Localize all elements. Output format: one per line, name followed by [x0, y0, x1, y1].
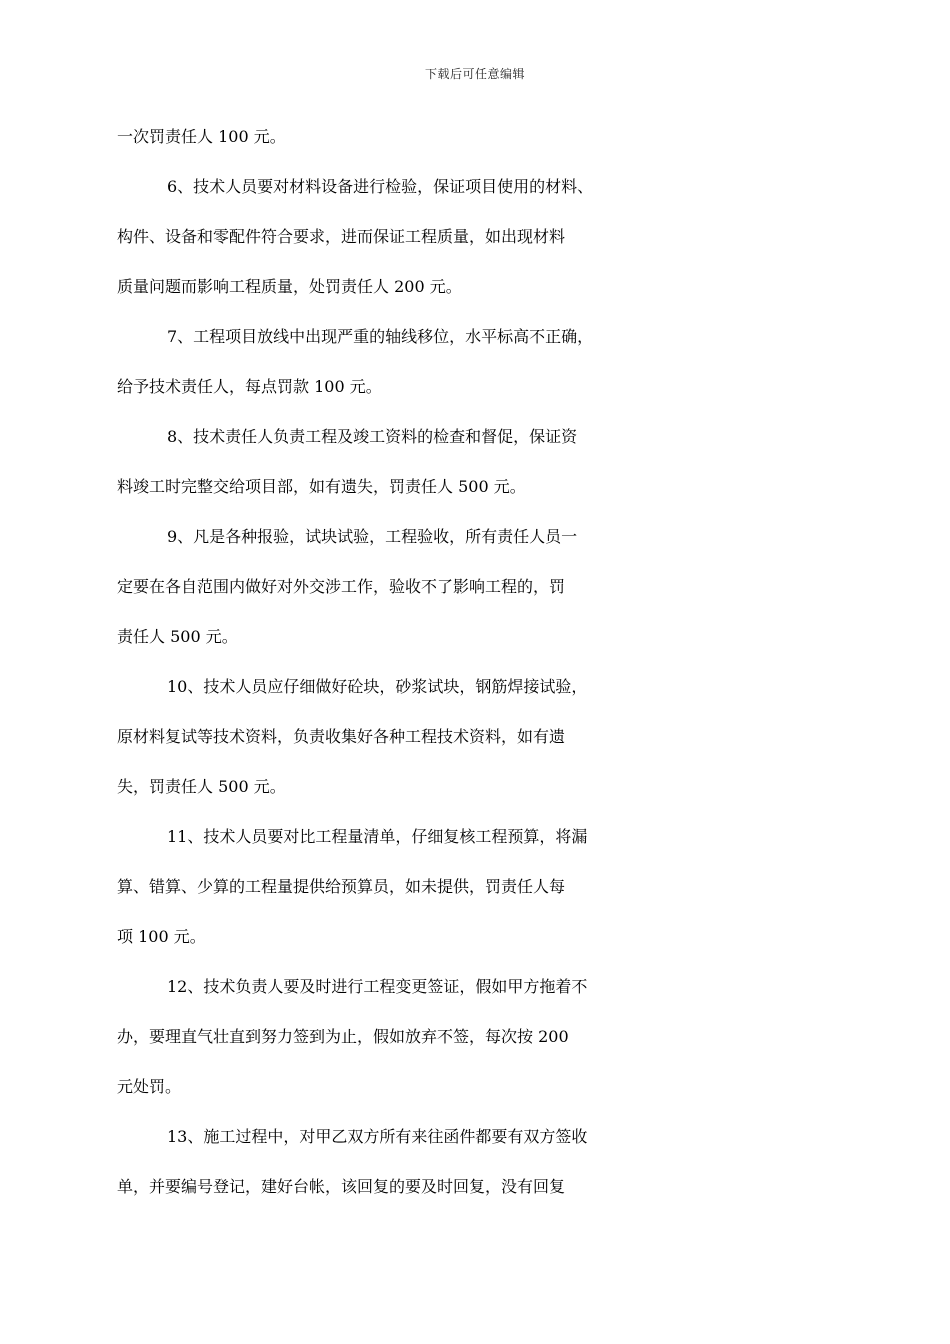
text-line: 失，罚责任人 500 元。 — [117, 777, 286, 796]
text-line: 8、技术责任人负责工程及竣工资料的检查和督促，保证资 — [167, 427, 578, 446]
document-body — [117, 124, 835, 1224]
text-line: 构件、设备和零配件符合要求，进而保证工程质量，如出现材料 — [117, 227, 566, 246]
text-line: 6、技术人员要对材料设备进行检验，保证项目使用的材料、 — [167, 177, 594, 196]
text-line: 7、工程项目放线中出现严重的轴线移位，水平标高不正确， — [167, 327, 594, 346]
text-line: 料竣工时完整交给项目部，如有遗失，罚责任人 500 元。 — [117, 477, 526, 496]
text-line: 单，并要编号登记，建好台帐，该回复的要及时回复，没有回复 — [117, 1177, 566, 1196]
page-header: 下载后可任意编辑 — [424, 67, 525, 81]
text-line: 元处罚。 — [117, 1077, 182, 1096]
text-line: 9、凡是各种报验，试块试验，工程验收，所有责任人员一 — [167, 527, 578, 546]
text-line: 定要在各自范围内做好对外交涉工作，验收不了影响工程的，罚 — [117, 577, 566, 596]
text-line: 12、技术负责人要及时进行工程变更签证，假如甲方拖着不 — [167, 977, 588, 996]
text-line: 办，要理直气壮直到努力签到为止，假如放弃不签，每次按 200 — [117, 1027, 569, 1046]
text-line: 原材料复试等技术资料，负责收集好各种工程技术资料，如有遗 — [117, 727, 566, 746]
text-line: 项 100 元。 — [117, 927, 206, 946]
text-line: 责任人 500 元。 — [117, 627, 238, 646]
text-line: 质量问题而影响工程质量，处罚责任人 200 元。 — [117, 277, 462, 296]
text-line: 算、错算、少算的工程量提供给预算员，如未提供，罚责任人每 — [117, 877, 566, 896]
text-line: 10、技术人员应仔细做好砼块，砂浆试块，钢筋焊接试验， — [167, 677, 588, 696]
text-line: 给予技术责任人，每点罚款 100 元。 — [117, 377, 382, 396]
text-line: 13、施工过程中，对甲乙双方所有来往函件都要有双方签收 — [167, 1127, 588, 1146]
text-line: 11、技术人员要对比工程量清单，仔细复核工程预算，将漏 — [167, 827, 588, 846]
text-line: 一次罚责任人 100 元。 — [117, 127, 286, 146]
